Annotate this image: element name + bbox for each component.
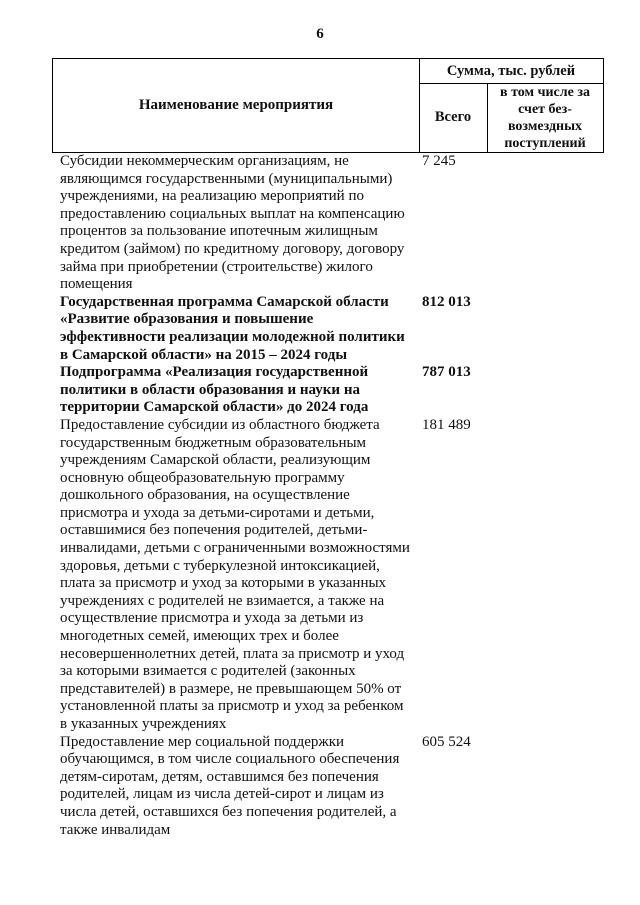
row-name: Предоставление мер социальной поддержки обучающимся, в том числе социального обеспечения детям-сиротам, детям, оставшимся без попечения родителей, лицам из числа детей-сирот и лицам из числа детей, оставшихся без попечения родителей, а также инвалидам [60, 733, 400, 838]
row-name: Предоставление субсидии из областного бюджета государственным бюджетным образовательным учреждениям Самарской области, реализующим основную общеобразовательную программу дошкольного образования, на осуществление присмотра и ухода за детьми-сиротами и детьми, оставшимися без попечения родителей, детьми-инвалидами, детьми с ограниченными возможностями здоровья, детьми с туберкулезной интоксикацией, плата за присмотр и уход за которыми в указанных учреждениях с родителей не взимается, а также на осуществление присмотра и ухода за детьми из многодетных семей, имеющих трех и более несовершеннолетних детей, плата за присмотр и уход за которыми взимается с родителей (законных представителей) в размере, не превышающем 50% от установленной платы за присмотр и уход за ребенком в указанных учреждениях [60, 416, 410, 732]
row-name: Субсидии некоммерческим организациям, не являющимся государственными (муниципальными) учреждениями, на реализацию мероприятий по предоставлению социальных выплат на компенсацию процентов за пользование ипотечным жилищным кредитом (займом) по кредитному договору, договору займа при приобретении (строительстве) жилого помещения [60, 153, 405, 293]
table-body [60, 153, 500, 839]
header-name-column: Наименование мероприятия [53, 59, 420, 152]
row-total: 812 013 [422, 293, 471, 310]
table-row [60, 734, 500, 840]
table-row-subprogram [60, 364, 500, 417]
table-header [52, 58, 604, 153]
row-total: 787 013 [422, 364, 471, 381]
header-total-column: Всего [419, 83, 488, 152]
row-name: Подпрограмма «Реализация государственной политики в области образования и науки на территории Самарской области» до 2024 года [60, 364, 369, 416]
header-sum-column: Сумма, тыс. рублей [419, 59, 603, 84]
row-total: 181 489 [422, 416, 471, 433]
row-total: 605 524 [422, 733, 471, 750]
table-row [60, 153, 500, 294]
row-total: 7 245 [422, 153, 456, 169]
page-number: 6 [316, 26, 324, 42]
row-name: Государственная программа Самарской области «Развитие образования и повышение эффективности реализации молодежной политики в Самарской области» на 2015 – 2024 годы [60, 293, 405, 363]
header-free-receipts-column: в том числе за счет без-возмездных поступлений [500, 84, 590, 151]
table-row [60, 417, 500, 734]
table-row-program [60, 294, 500, 364]
